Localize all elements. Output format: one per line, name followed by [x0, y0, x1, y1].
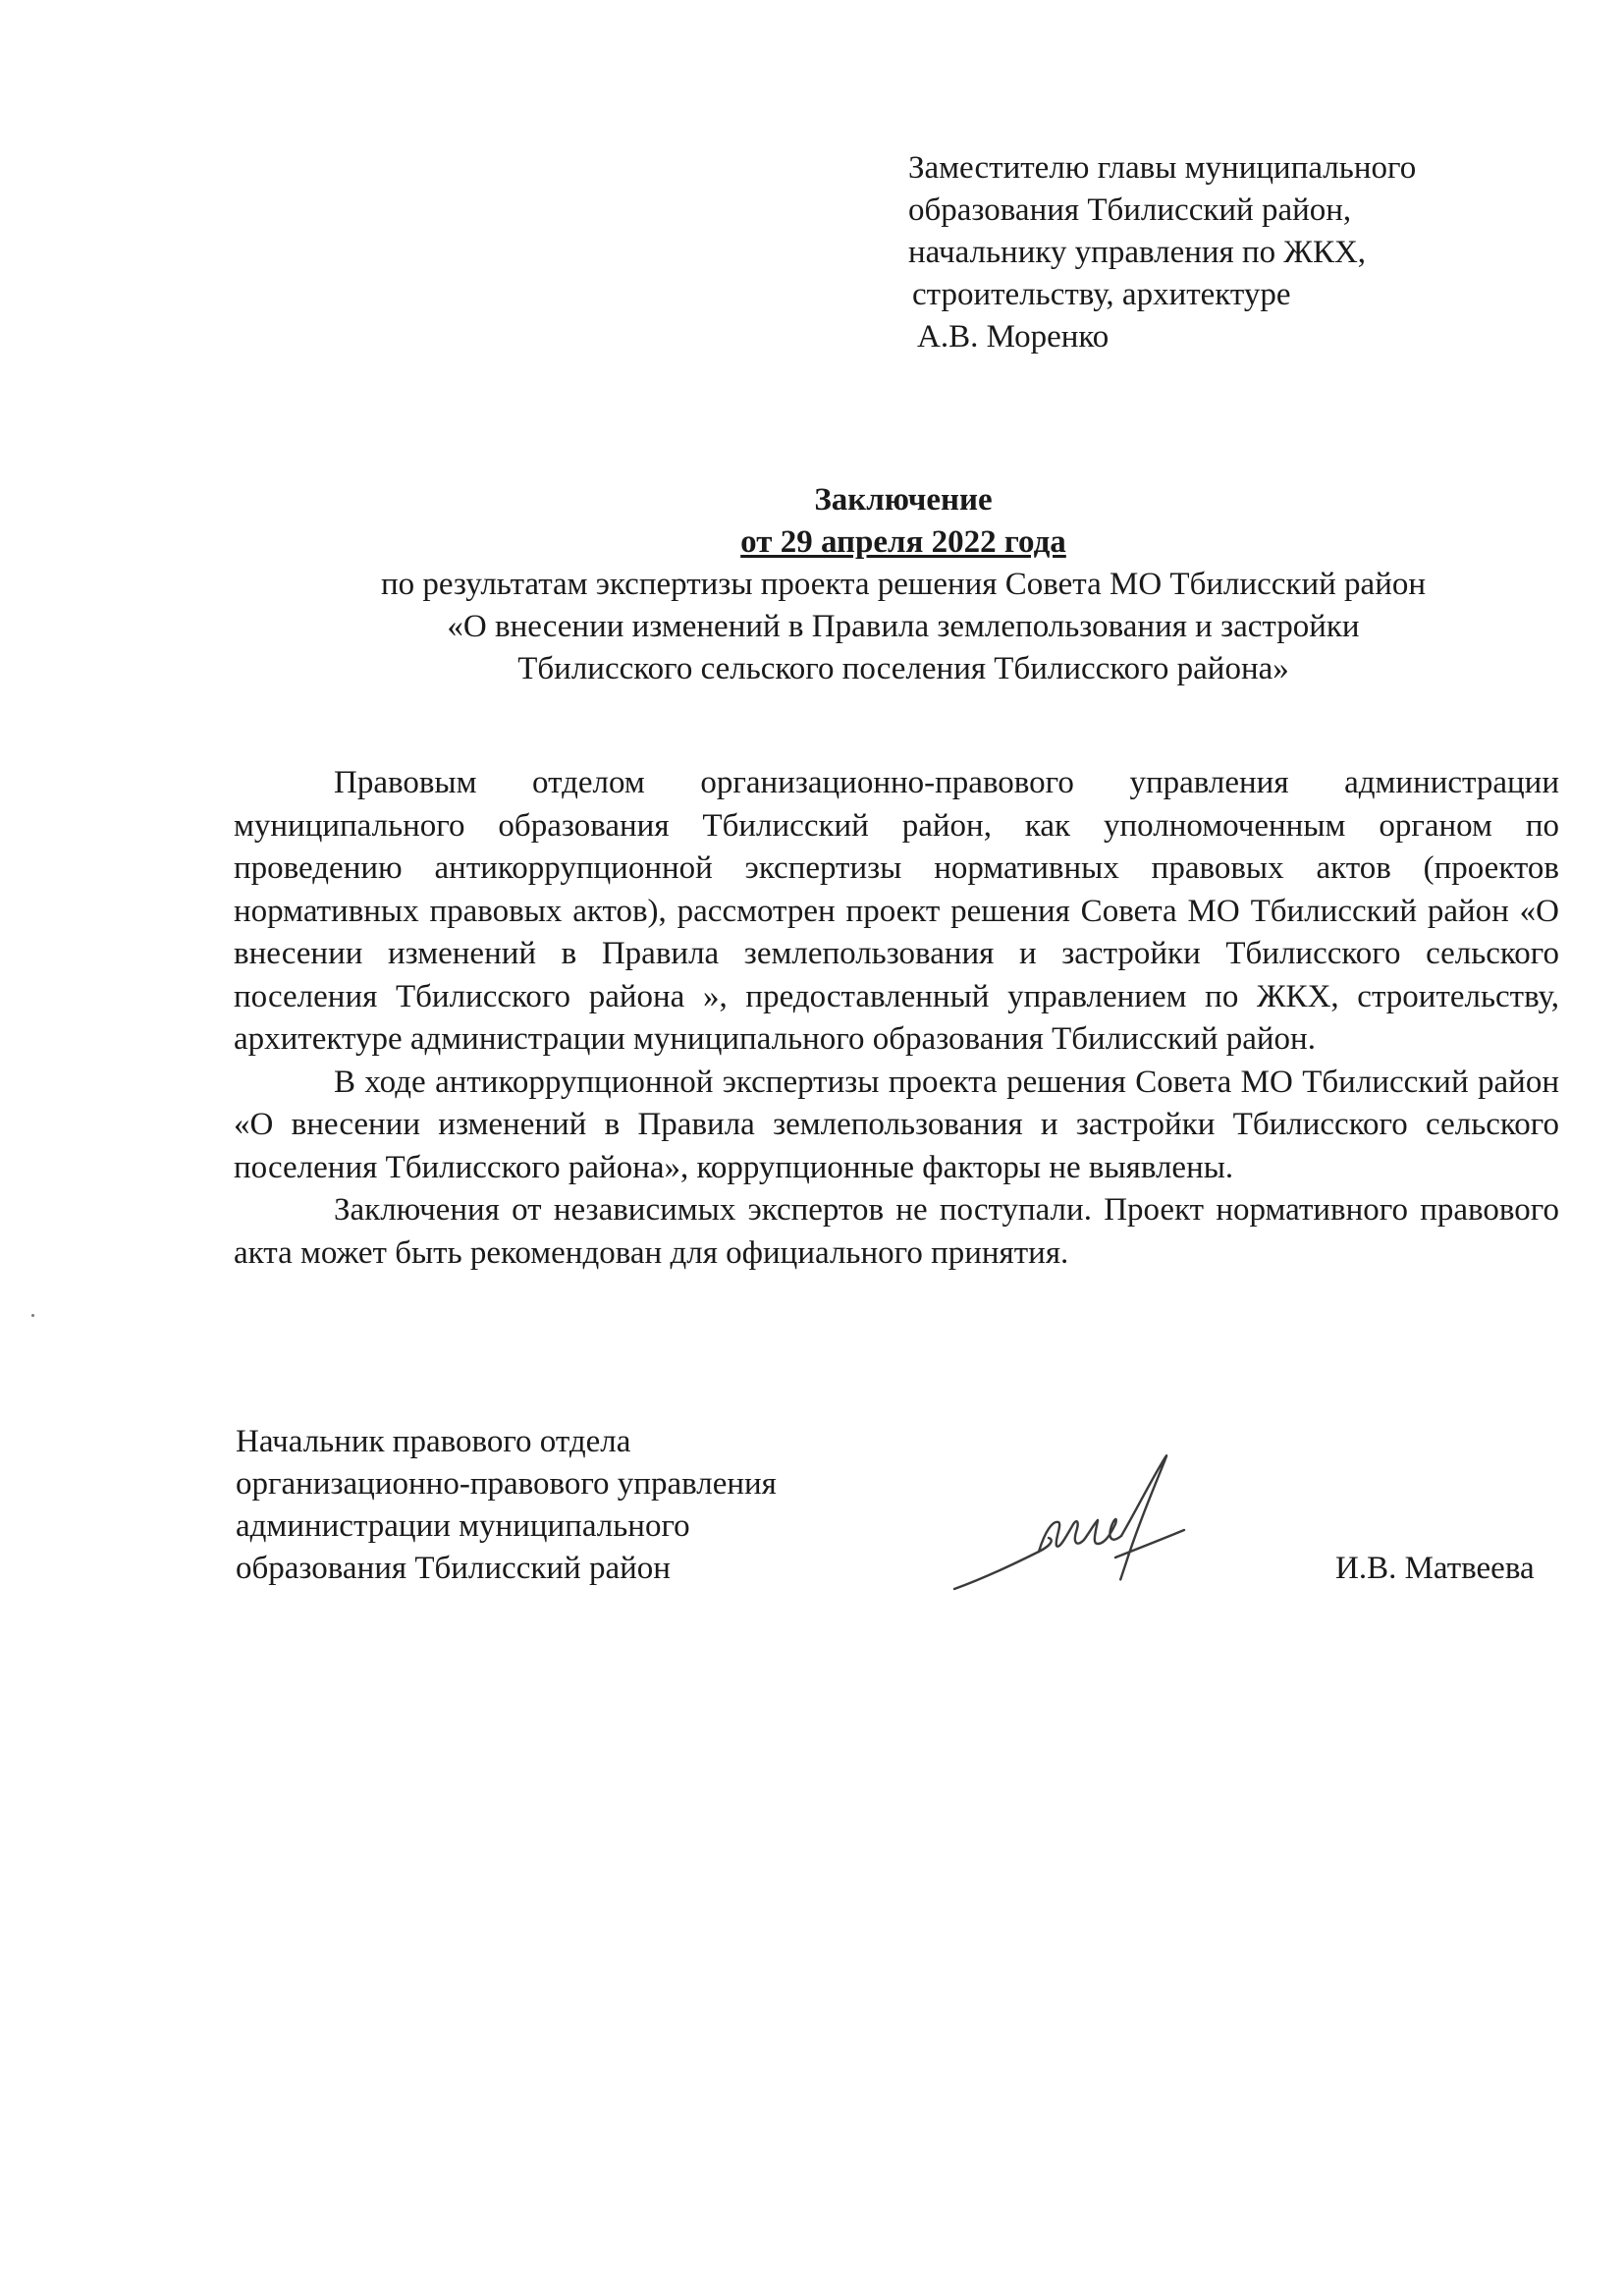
document-heading: Заключение — [814, 482, 993, 518]
scan-artifact — [31, 1314, 34, 1317]
body-paragraph: В ходе антикоррупционной экспертизы проекта решения Совета МО Тбилисский район «О внесении изменений в Правила землепользования и застройки Тбилисского сельского поселения Тбилисского района», коррупционные факторы не выявлены. — [234, 1064, 1559, 1185]
signer-position-line: Начальник правового отдела — [236, 1424, 631, 1459]
document-subject-line: по результатам экспертизы проекта решения Совета МО Тбилисский район — [380, 567, 1427, 602]
document-date: от 29 апреля 2022 года — [740, 524, 1066, 560]
document-subject-line: «О внесении изменений в Правила землепользования и застройки — [447, 609, 1360, 644]
document-subject-line: Тбилисского сельского поселения Тбилисского района» — [517, 651, 1289, 686]
addressee-block — [908, 147, 1537, 358]
addressee-line: Заместителю главы муниципального — [908, 150, 1417, 186]
handwritten-signature — [943, 1442, 1208, 1599]
signer-position-block — [236, 1421, 864, 1590]
document-title-block — [226, 479, 1581, 690]
body-paragraph: Заключения от независимых экспертов не поступали. Проект нормативного правового акта может быть рекомендован для официального принятия. — [234, 1192, 1559, 1271]
addressee-name: А.В. Моренко — [917, 319, 1110, 355]
signer-position-line: организационно-правового управления — [236, 1466, 777, 1502]
addressee-line: строительству, архитектуре — [912, 277, 1291, 312]
addressee-line: образования Тбилисский район, — [908, 192, 1352, 228]
signer-position-line: администрации муниципального — [236, 1508, 690, 1544]
body-paragraph: Правовым отделом организационно-правового управления администрации муниципального образования Тбилисский район, как уполномоченным органом по проведению антикоррупционной экспертизы нормативных правовых актов (проектов нормативных правовых актов), рассмотрен проект решения Совета МО Тбилисский район «О внесении изменений в Правила землепользования и застройки Тбилисского сельского поселения Тбилисского района », предоставленный управлением по ЖКХ, строительству, архитектуре администрации муниципального образования Тбилисский район. — [234, 765, 1559, 1057]
document-body — [234, 762, 1559, 1275]
addressee-line: начальнику управления по ЖКХ, — [908, 235, 1367, 270]
signer-name: И.В. Матвеева — [1335, 1551, 1535, 1586]
signer-position-line: образования Тбилисский район — [236, 1551, 671, 1586]
